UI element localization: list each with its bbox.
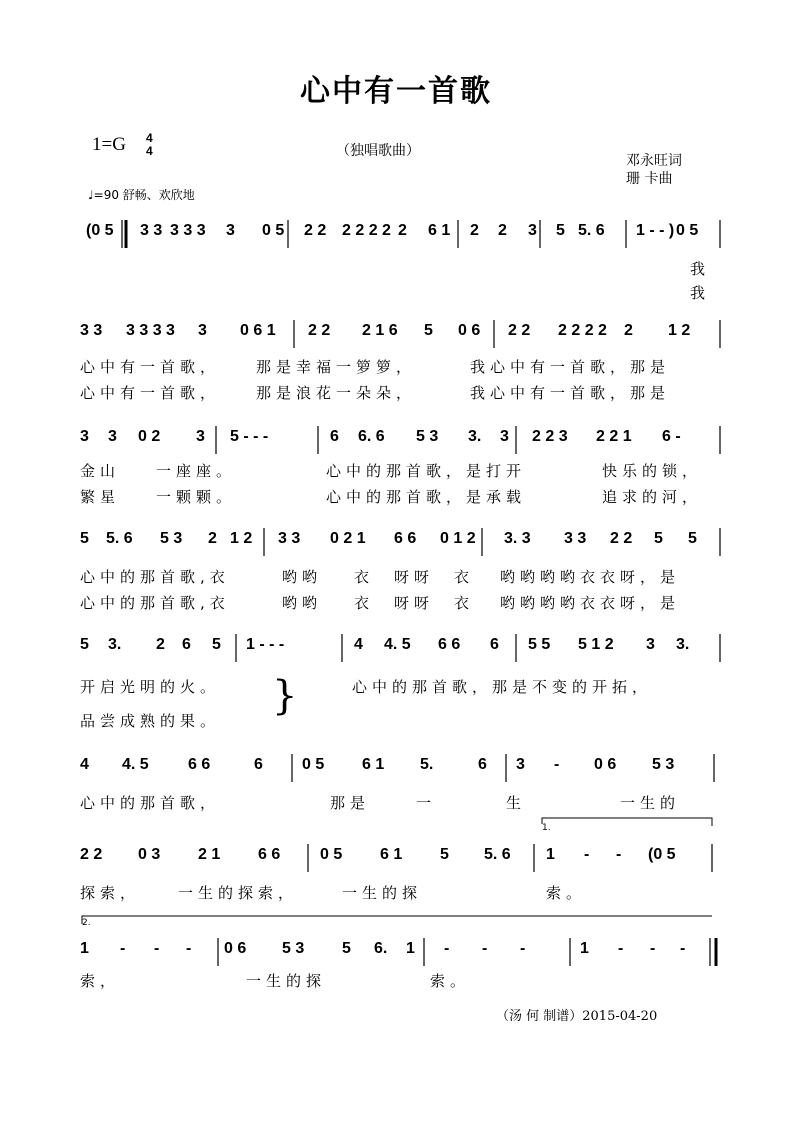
note-group: - [120,940,126,957]
note-group: 2 2 [610,530,633,547]
notation-row [80,636,720,666]
note-group: 3 3 [564,530,587,547]
note-group: 5 3 [160,530,183,547]
note-group: 0 5 [302,756,325,773]
note-group: 0 3 [138,846,161,863]
lyric-text: 那是幸福一箩箩， [256,358,417,376]
note-group: 6 1 [380,846,403,863]
time-signature-bottom: 4 [146,144,153,158]
note-group: 3 [528,222,537,239]
lyric-line [80,710,720,732]
lyric-text: 一生的探 [246,972,327,990]
note-group: 3 3 [140,222,163,239]
composer-credit: 珊 卡曲 [626,171,673,187]
lyric-line [80,282,720,304]
lyricist-credit: 邓永旺词 [626,153,682,169]
note-group: - [554,756,560,773]
lyric-line [80,382,720,404]
lyric-line [80,258,720,280]
note-group: 2 [156,636,165,653]
note-group: 3 [198,322,207,339]
note-group: 2 [208,530,217,547]
lyric-text: 一颗颗。 [156,488,237,506]
note-group: 5 [556,222,565,239]
note-group: 3 3 [80,322,103,339]
note-group: 4. 5 [384,636,411,653]
lyric-text: 一生的 [620,794,681,812]
ending-1-label: 1. [542,823,551,833]
lyric-text: 心中的那首歌， [80,794,221,812]
note-group: 1 - - ) [636,222,675,239]
note-group: 5 [440,846,449,863]
note-group: (0 5 [86,222,114,239]
note-group: 6. [374,940,388,957]
note-group: - [618,940,624,957]
note-group: 6 [330,428,339,445]
note-group: 0 2 1 [330,530,366,547]
note-group: 6 6 [188,756,211,773]
note-group: 2 [470,222,479,239]
note-group: 2 [624,322,633,339]
note-group: 6 6 [438,636,461,653]
note-group: 5 [212,636,221,653]
note-group: 0 2 [138,428,161,445]
note-group: 5 [424,322,433,339]
key-signature: 1=G [92,134,126,155]
note-group: 5. [420,756,434,773]
barlines [80,940,720,970]
lyric-text: 心中的那首歌,衣 [80,568,230,586]
lyric-text: 呀呀 [394,594,435,612]
note-group: 5 3 [282,940,305,957]
lyric-text: 快乐的锁， [602,462,703,480]
song-title: 心中有一首歌 [300,74,492,109]
lyric-text: 哟哟 [282,594,323,612]
note-group: 6 6 [394,530,417,547]
lyric-line [80,460,720,482]
lyric-text: 一 [416,794,437,812]
lyric-text: 一座座。 [156,462,237,480]
note-group: 2 2 2 2 [558,322,607,339]
note-group: 3 [516,756,525,773]
note-group: 3. 3 [504,530,531,547]
lyric-text: 索， [80,972,121,990]
verse-brace: } [272,673,298,719]
note-group: 1 [546,846,555,863]
note-group: 5. 6 [578,222,605,239]
notation-row [80,222,720,252]
lyric-text: 索。 [430,972,471,990]
note-group: 2 2 [80,846,103,863]
note-group: - [520,940,526,957]
note-group: - [186,940,192,957]
lyric-text: 衣 [454,594,475,612]
lyric-text: 那是 [330,794,371,812]
note-group: 6 1 [428,222,451,239]
lyric-text: 品尝成熟的果。 [80,712,221,730]
note-group: 2 2 [304,222,327,239]
note-group: 1 - - - [246,636,285,653]
note-group: 3 3 3 3 [126,322,175,339]
note-group: 4 [80,756,89,773]
lyric-line [80,676,720,698]
lyric-line [80,566,720,588]
note-group: 6 - [662,428,681,445]
time-signature-top: 4 [146,131,153,145]
note-group: 6 [490,636,499,653]
note-group: - [154,940,160,957]
lyric-text: 我 [690,284,711,302]
lyric-text: 追求的河， [602,488,703,506]
ending-bracket [542,818,712,826]
notation-row [80,756,720,786]
note-group: 5 [654,530,663,547]
lyric-line [80,486,720,508]
note-group: 5 [80,636,89,653]
note-group: 3 [80,428,89,445]
lyric-text: 繁星 [80,488,121,506]
note-group: 5 [342,940,351,957]
note-group: - [482,940,488,957]
note-group: 2 1 6 [362,322,398,339]
lyric-text: 呀呀 [394,568,435,586]
note-group: 4. 5 [122,756,149,773]
lyric-line [80,792,720,814]
note-group: 2 2 1 [596,428,632,445]
note-group: 4 [354,636,363,653]
notation-row [80,428,720,458]
note-group: 0 6 [458,322,481,339]
lyric-text: 金山 [80,462,121,480]
lyric-text: 衣 [354,568,375,586]
note-group: 1 [80,940,89,957]
lyric-text: 我心中有一首歌，那是 [470,384,671,402]
note-group: 2 2 [508,322,531,339]
lyric-line [80,970,720,992]
lyric-text: 心中的那首歌，是承载 [326,488,527,506]
notation-row [80,322,720,352]
note-group: 2 2 [308,322,331,339]
note-group: 5 5 [528,636,551,653]
lyric-text: 我 [690,260,711,278]
note-group: - [584,846,590,863]
lyric-line [80,356,720,378]
note-group: 0 5 [320,846,343,863]
note-group: 5 [688,530,697,547]
barlines [80,756,720,786]
note-group: 5 3 [416,428,439,445]
lyric-text: 开启光明的火。 [80,678,221,696]
lyric-text: 哟哟哟哟衣衣呀，是 [500,594,681,612]
note-group: 2 [398,222,407,239]
note-group: 6 [254,756,263,773]
note-group: - [680,940,686,957]
ending-bracket [82,916,712,924]
note-group: 3 3 3 [170,222,206,239]
notation-row [80,940,720,970]
note-group: 3. [468,428,482,445]
note-group: 6. 6 [358,428,385,445]
note-group: (0 5 [648,846,676,863]
note-group: 2 2 2 2 [342,222,391,239]
note-group: - [650,940,656,957]
note-group: 0 6 [224,940,247,957]
note-group: 3. [676,636,690,653]
lyric-text: 心中的那首歌，是打开 [326,462,527,480]
footer-credit: （汤 何 制谱）2015-04-20 [496,1009,658,1024]
notation-row [80,846,720,876]
note-group: 5 - - - [230,428,269,445]
lyric-text: 心中的那首歌,衣 [80,594,230,612]
lyric-text: 生 [506,794,527,812]
notation-row [80,530,720,560]
note-group: 6 1 [362,756,385,773]
note-group: 3 [226,222,235,239]
lyric-text: 衣 [354,594,375,612]
note-group: 6 6 [258,846,281,863]
lyric-text: 哟哟 [282,568,323,586]
note-group: 5 3 [652,756,675,773]
note-group: 1 2 [668,322,691,339]
note-group: 2 1 [198,846,221,863]
note-group: 1 [580,940,589,957]
note-group: - [444,940,450,957]
note-group: 6 [182,636,191,653]
note-group: 0 6 1 [240,322,276,339]
note-group: 0 6 [594,756,617,773]
note-group: 3 [108,428,117,445]
note-group: 3 3 [278,530,301,547]
note-group: 3 [196,428,205,445]
lyric-text: 心中有一首歌， [80,384,221,402]
ending-2-label: 2. [82,918,91,928]
note-group: 2 2 3 [532,428,568,445]
genre-label: （独唱歌曲） [336,143,420,159]
note-group: 5 [80,530,89,547]
lyric-text: 索。 [546,884,587,902]
note-group: 0 5 [262,222,285,239]
note-group: 5. 6 [484,846,511,863]
note-group: - [616,846,622,863]
time-signature [146,132,153,158]
note-group: 3 [646,636,655,653]
note-group: 5. 6 [106,530,133,547]
lyric-text: 哟哟哟哟衣衣呀，是 [500,568,681,586]
lyric-line [80,592,720,614]
lyric-text: 一生的探索， [178,884,299,902]
note-group: 3. [108,636,122,653]
note-group: 1 [406,940,415,957]
note-group: 0 5 [676,222,699,239]
lyric-line [80,882,720,904]
note-group: 3 [500,428,509,445]
note-group: 1 2 [230,530,253,547]
note-group: 0 1 2 [440,530,476,547]
lyric-text: 探索， [80,884,141,902]
lyric-text: 我心中有一首歌，那是 [470,358,671,376]
lyric-text: 心中有一首歌， [80,358,221,376]
note-group: 2 [498,222,507,239]
lyric-text: 衣 [454,568,475,586]
note-group: 6 [478,756,487,773]
tempo-marking: ♩=90 舒畅、欢欣地 [88,188,195,202]
lyric-text: 那是浪花一朵朵， [256,384,417,402]
note-group: 5 1 2 [578,636,614,653]
lyric-text: 一生的探 [342,884,423,902]
lyric-text: 心中的那首歌，那是不变的开拓， [352,678,653,696]
